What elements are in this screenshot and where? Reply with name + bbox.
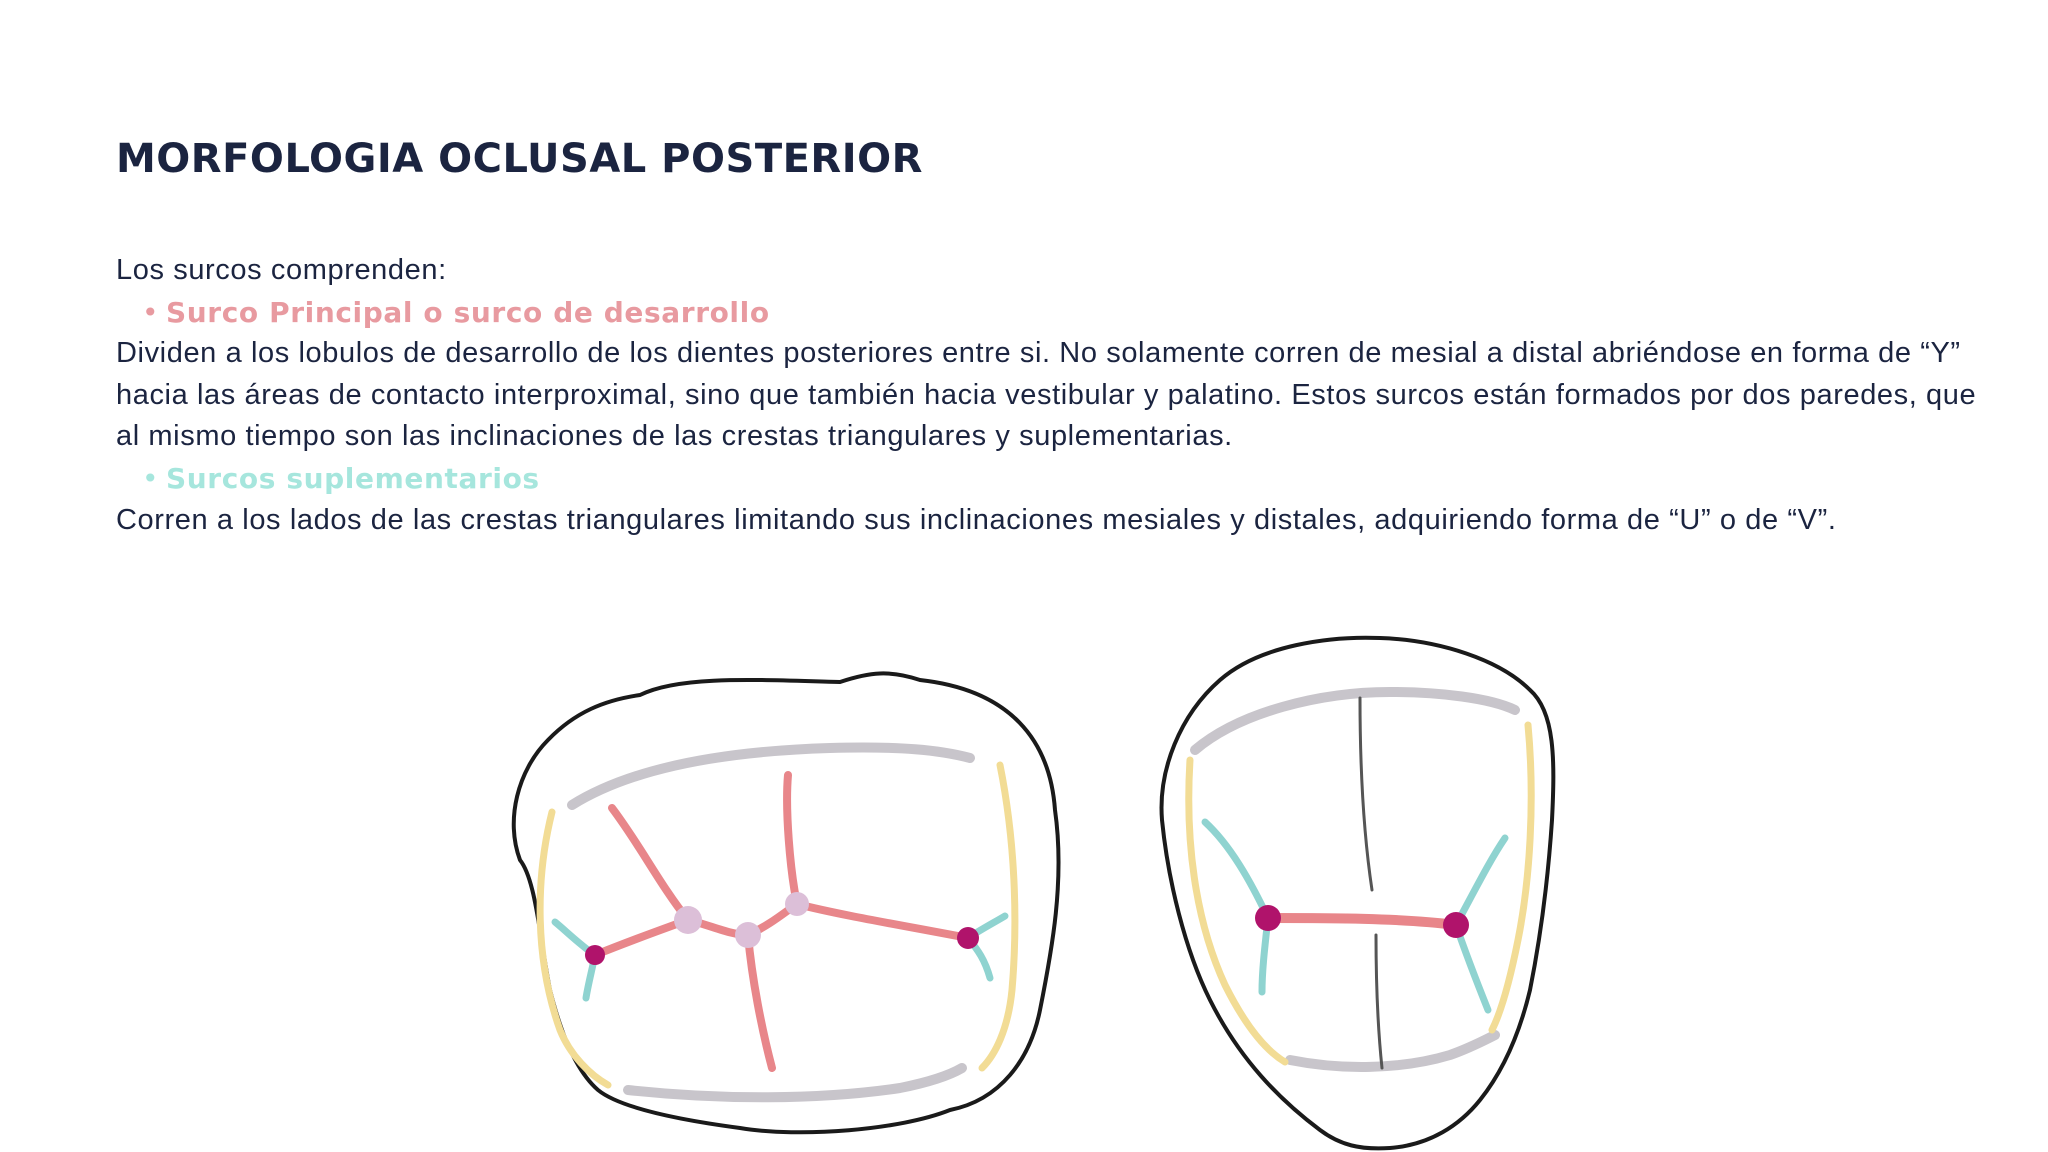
premolar-drawing <box>1162 638 1554 1149</box>
molar-supplementary-left-upper <box>555 922 595 955</box>
description-surco-principal: Dividen a los lobulos de desarrollo de los dientes posteriores entre si. No solamente corren de mesial a distal abriéndose en forma de “Y” hacia las áreas de contacto interproximal, sino que también hacia vestibular y palatino. Estos surcos están formados por dos paredes, que al mismo tiempo son las inclinaciones de las crestas triangulares y suplementarias. <box>116 337 1977 453</box>
molar-supplementary-left-lower <box>586 955 595 998</box>
content-body <box>116 250 1986 541</box>
premolar-outline <box>1162 638 1554 1149</box>
premolar-pit-right <box>1443 912 1469 938</box>
molar-lateral-ridge-right <box>982 765 1015 1068</box>
bullet-dot: • <box>142 461 160 495</box>
description-surcos-suplementarios: Corren a los lados de las crestas triangulares limitando sus inclinaciones mesiales y distales, adquiriendo forma de “U” o de “V”. <box>116 503 1837 536</box>
bullet-label-principal: Surco Principal o surco de desarrollo <box>166 295 770 329</box>
molar-drawing <box>514 673 1059 1132</box>
bullet-label-suplementarios: Surcos suplementarios <box>166 461 540 495</box>
molar-supplementary-grooves <box>555 916 1005 998</box>
premolar-principal-groove <box>1268 918 1456 925</box>
premolar-lateral-ridge-right <box>1492 725 1531 1030</box>
molar-groove-central-left <box>595 920 688 955</box>
molar-marginal-ridge-top <box>572 747 970 805</box>
molar-fossa-1 <box>674 906 702 934</box>
bullet-surcos-suplementarios <box>116 458 1986 500</box>
premolar-marginal-ridge-top <box>1195 692 1515 750</box>
page-title: MORFOLOGIA OCLUSAL POSTERIOR <box>116 136 923 182</box>
premolar-midline-lower <box>1376 935 1382 1068</box>
intro-text: Los surcos comprenden: <box>116 254 447 286</box>
molar-groove-central-mid <box>688 920 748 935</box>
molar-supplementary-right-upper <box>968 916 1005 938</box>
molar-groove-central-right <box>748 904 968 938</box>
molar-outline <box>514 673 1059 1132</box>
premolar-marginal-ridge-bottom <box>1290 1035 1495 1067</box>
premolar-supplementary-grooves <box>1205 822 1505 1010</box>
bullet-dot: • <box>142 295 160 329</box>
molar-principal-grooves <box>595 775 968 1068</box>
molar-lateral-ridge-left <box>540 812 608 1085</box>
premolar-supplementary-right-upper <box>1456 838 1505 925</box>
premolar-pit-left <box>1255 905 1281 931</box>
molar-groove-lingual <box>748 935 772 1068</box>
molar-fossa-2 <box>735 922 761 948</box>
premolar-midline-upper <box>1360 698 1372 890</box>
molar-supplementary-right-lower <box>968 938 990 978</box>
premolar-supplementary-left-upper <box>1205 822 1268 918</box>
premolar-supplementary-right-lower <box>1456 925 1488 1010</box>
bullet-surco-principal <box>116 292 1986 334</box>
molar-marginal-ridge-bottom <box>628 1068 962 1097</box>
molar-groove-buccal-right <box>787 775 797 904</box>
premolar-lateral-ridge-left <box>1189 760 1285 1062</box>
molar-pit-right <box>957 927 979 949</box>
molar-fossa-3 <box>785 892 809 916</box>
molar-pit-left <box>585 945 605 965</box>
premolar-supplementary-left-lower <box>1262 918 1268 992</box>
molar-groove-buccal-left <box>612 808 688 920</box>
